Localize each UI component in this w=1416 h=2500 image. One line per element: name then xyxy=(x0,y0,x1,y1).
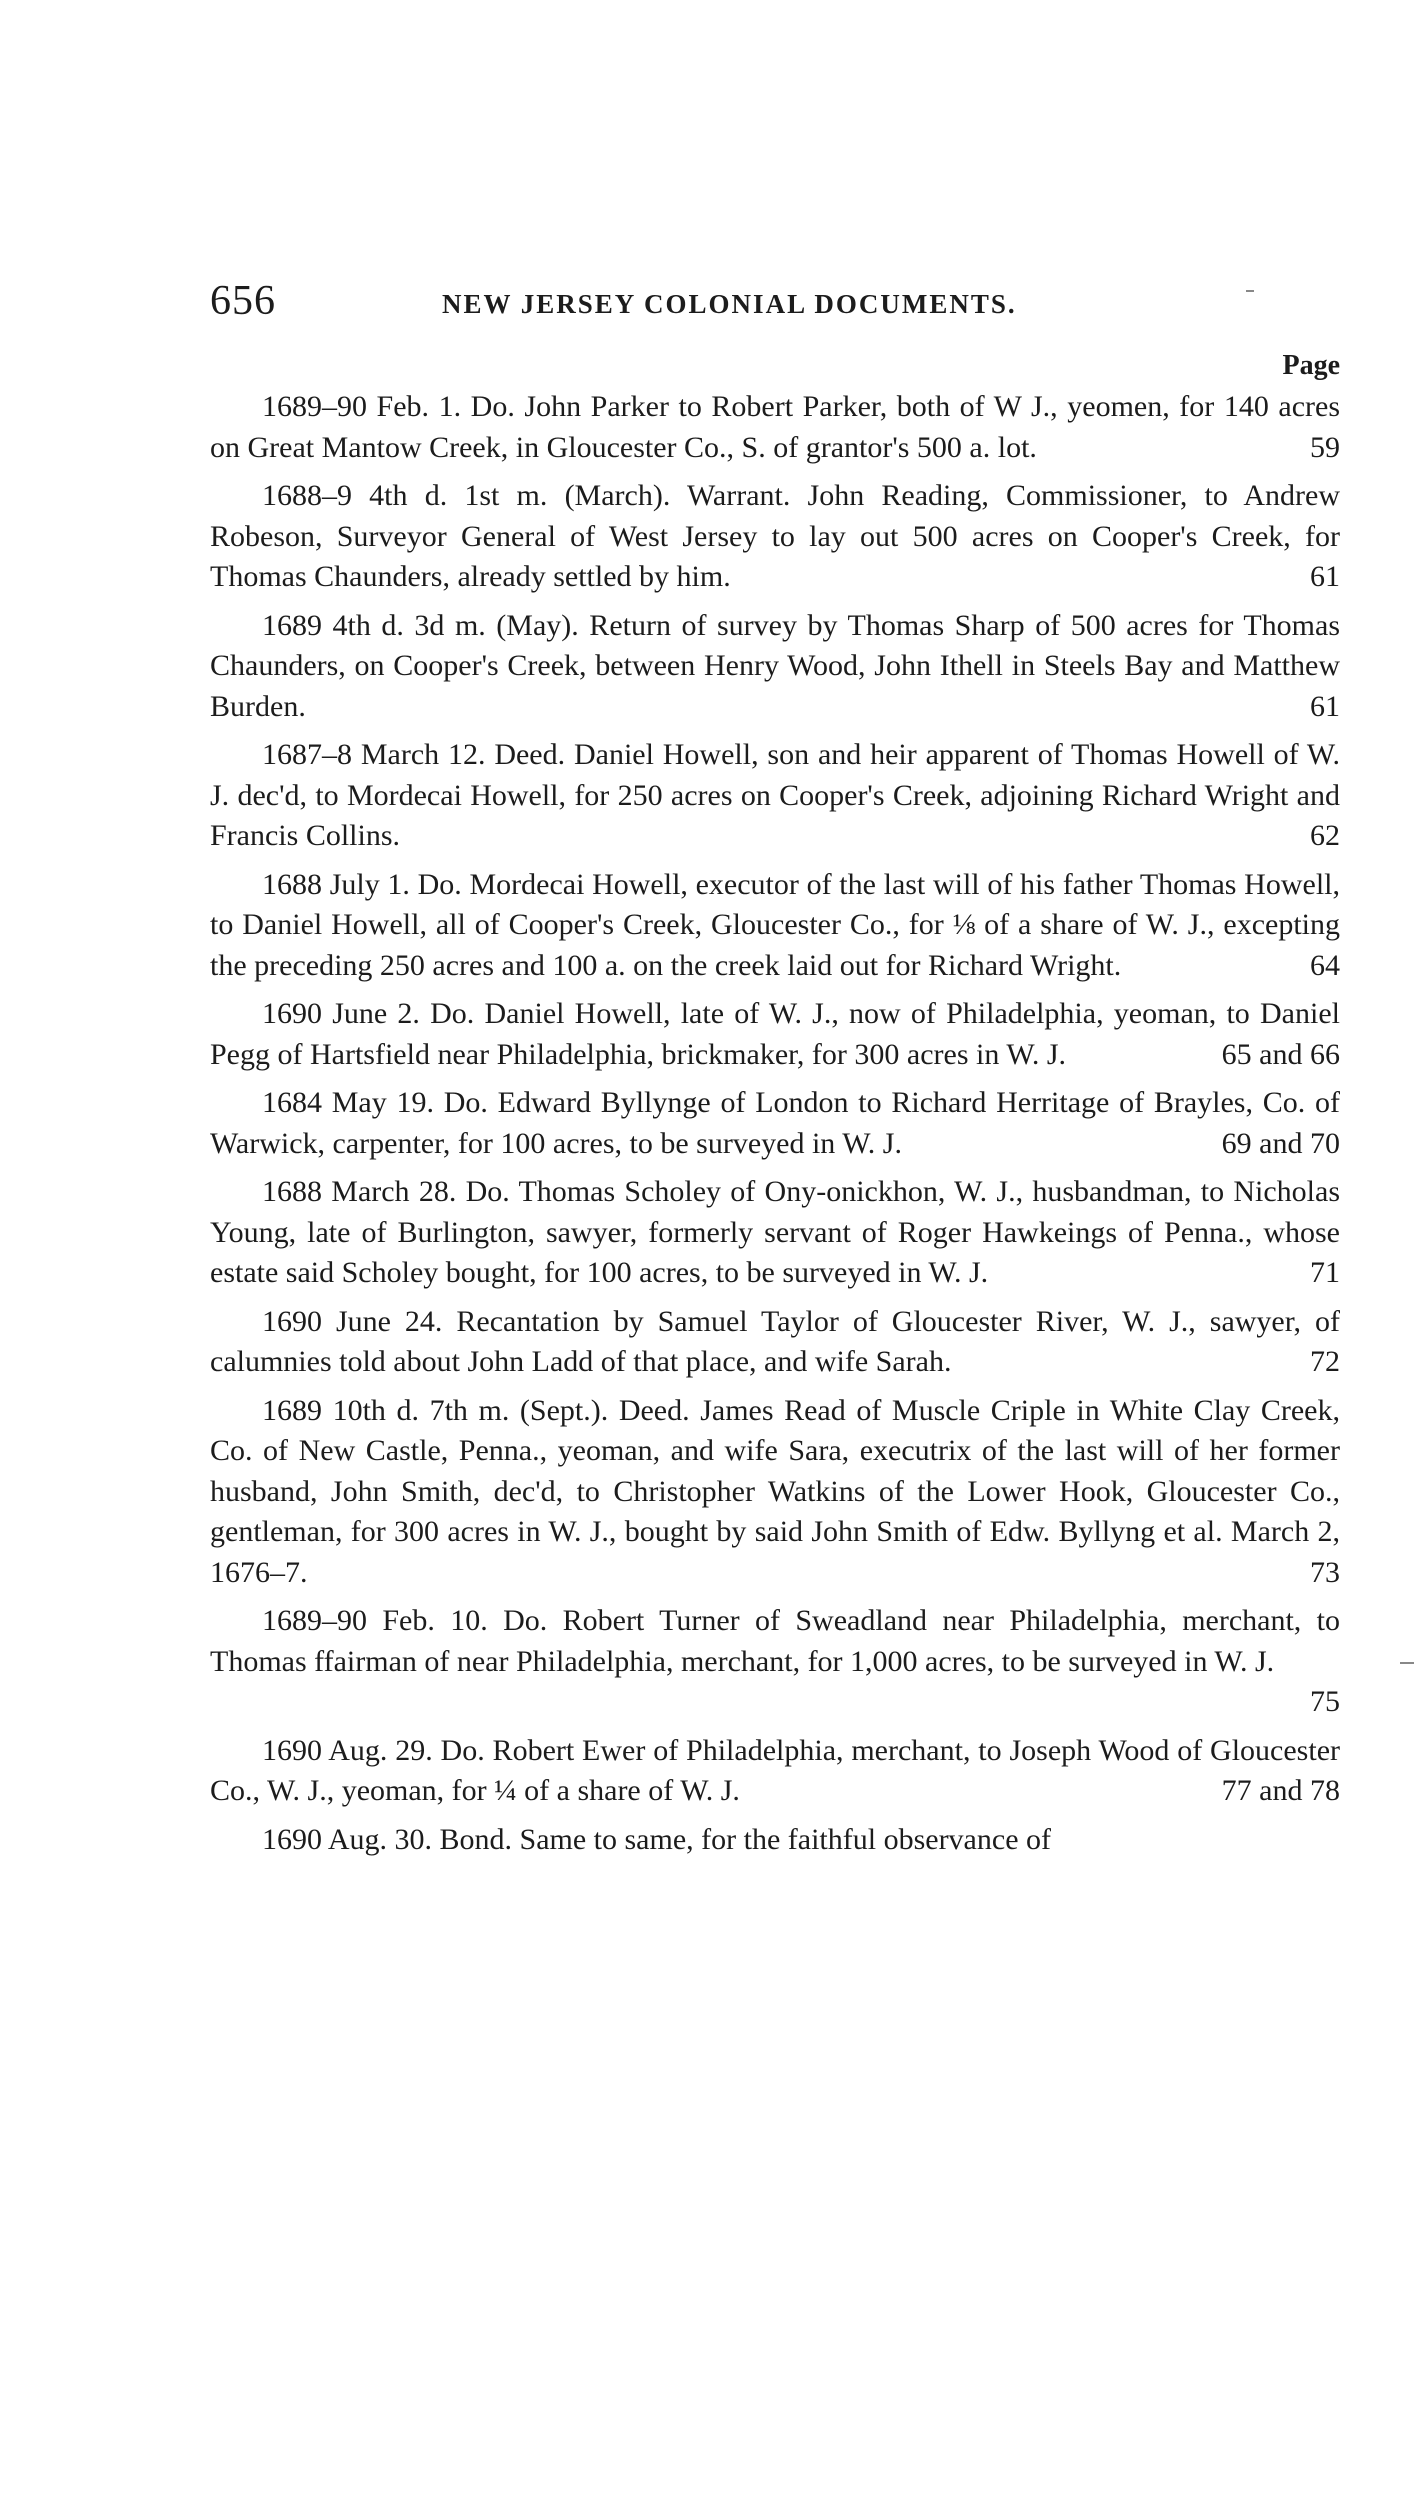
list-item xyxy=(210,387,1340,468)
entry-page-reference: 62 xyxy=(1310,819,1340,852)
entry-text: 1690 Aug. 30. Bond. Same to same, for the faithful observance of xyxy=(262,1822,1051,1856)
list-item xyxy=(210,1302,1340,1383)
margin-mark xyxy=(1246,290,1254,292)
entry-text: 1689 4th d. 3d m. (May). Return of survey by Thomas Sharp of 500 acres for Thomas Chaunders, on Cooper's Creek, between Henry Wood, John Ithell in Steels Bay and Matthew Burden. xyxy=(210,608,1340,723)
entry-list xyxy=(210,387,1340,1860)
entry-page-reference: 77 and 78 xyxy=(1221,1774,1340,1807)
entry-text: 1690 June 24. Recantation by Samuel Taylor of Gloucester River, W. J., sawyer, of calumnies told about John Ladd of that place, and wife Sarah. xyxy=(210,1304,1340,1378)
list-item xyxy=(210,1820,1340,1861)
entry-page-reference: 61 xyxy=(1310,689,1340,723)
page-column-label: Page xyxy=(1282,350,1340,381)
list-item xyxy=(210,1391,1340,1594)
entry-page-reference: 71 xyxy=(1310,1256,1340,1289)
entry-text: 1688–9 4th d. 1st m. (March). Warrant. John Reading, Commissioner, to Andrew Robeson, Surveyor General of West Jersey to lay out 500 acres on Cooper's Creek, for Thomas Chaunders, already settled by him. xyxy=(210,479,1340,593)
entry-page-reference: 73 xyxy=(1310,1555,1340,1589)
page-number: 656 xyxy=(210,278,276,324)
list-item xyxy=(210,1083,1340,1164)
document-page xyxy=(210,275,1340,1868)
entry-page-reference: 69 and 70 xyxy=(1221,1126,1340,1160)
entry-page-reference: 59 xyxy=(1310,430,1340,464)
entry-page-reference: 65 and 66 xyxy=(1221,1037,1340,1071)
entry-text: 1690 Aug. 29. Do. Robert Ewer of Philadelphia, merchant, to Joseph Wood of Gloucester Co., W. J., yeoman, for ¼ of a share of W. J. xyxy=(210,1733,1340,1807)
entry-text: 1687–8 March 12. Deed. Daniel Howell, son and heir apparent of Thomas Howell of W. J. dec'd, to Mordecai Howell, for 250 acres on Cooper's Creek, adjoining Richard Wright and Francis Collins. xyxy=(210,738,1340,852)
entry-page-reference: 75 xyxy=(1310,1685,1340,1718)
margin-mark xyxy=(1400,1662,1414,1664)
list-item xyxy=(210,735,1340,857)
entry-text: 1684 May 19. Do. Edward Byllynge of London to Richard Herritage of Brayles, Co. of Warwick, carpenter, for 100 acres, to be surveyed in W. J. xyxy=(210,1086,1340,1160)
list-item xyxy=(210,476,1340,598)
list-item xyxy=(210,1731,1340,1812)
entry-page-reference: 72 xyxy=(1310,1345,1340,1378)
list-item xyxy=(210,994,1340,1075)
page-header xyxy=(210,275,1340,345)
entry-text: 1689 10th d. 7th m. (Sept.). Deed. James Read of Muscle Criple in White Clay Creek, Co. of New Castle, Penna., yeoman, and wife Sara, executrix of the last will of her former husband, John Smith, dec'd, to Christopher Watkins of the Lower Hook, Gloucester Co., gentleman, for 300 acres in W. J., bought by said John Smith of Edw. Byllyng et al. March 2, 1676–7. xyxy=(210,1393,1340,1589)
entry-text: 1689–90 Feb. 10. Do. Robert Turner of Sweadland near Philadelphia, merchant, to Thomas ffairman of near Philadelphia, merchant, for 1,000 acres, to be surveyed in W. J. xyxy=(210,1604,1340,1678)
list-item xyxy=(210,865,1340,987)
entry-text: 1689–90 Feb. 1. Do. John Parker to Robert Parker, both of W J., yeomen, for 140 acres on Great Mantow Creek, in Gloucester Co., S. of grantor's 500 a. lot. xyxy=(210,390,1340,464)
list-item xyxy=(210,606,1340,728)
entry-text: 1690 June 2. Do. Daniel Howell, late of W. J., now of Philadelphia, yeoman, to Daniel Pegg of Hartsfield near Philadelphia, brickmaker, for 300 acres in W. J. xyxy=(210,997,1340,1071)
list-item xyxy=(210,1172,1340,1294)
entry-page-reference: 61 xyxy=(1310,560,1340,593)
entry-text: 1688 July 1. Do. Mordecai Howell, executor of the last will of his father Thomas Howell, to Daniel Howell, all of Cooper's Creek, Gloucester Co., for ⅛ of a share of W. J., excepting the preceding 250 acres and 100 a. on the creek laid out for Richard Wright. xyxy=(210,867,1340,982)
entry-page-reference: 64 xyxy=(1310,948,1340,982)
running-head: NEW JERSEY COLONIAL DOCUMENTS. xyxy=(442,289,1017,319)
entry-text: 1688 March 28. Do. Thomas Scholey of Ony-onickhon, W. J., husbandman, to Nicholas Young, late of Burlington, sawyer, formerly servant of Roger Hawkeings of Penna., whose estate said Scholey bought, for 100 acres, to be surveyed in W. J. xyxy=(210,1175,1340,1289)
list-item xyxy=(210,1601,1340,1723)
